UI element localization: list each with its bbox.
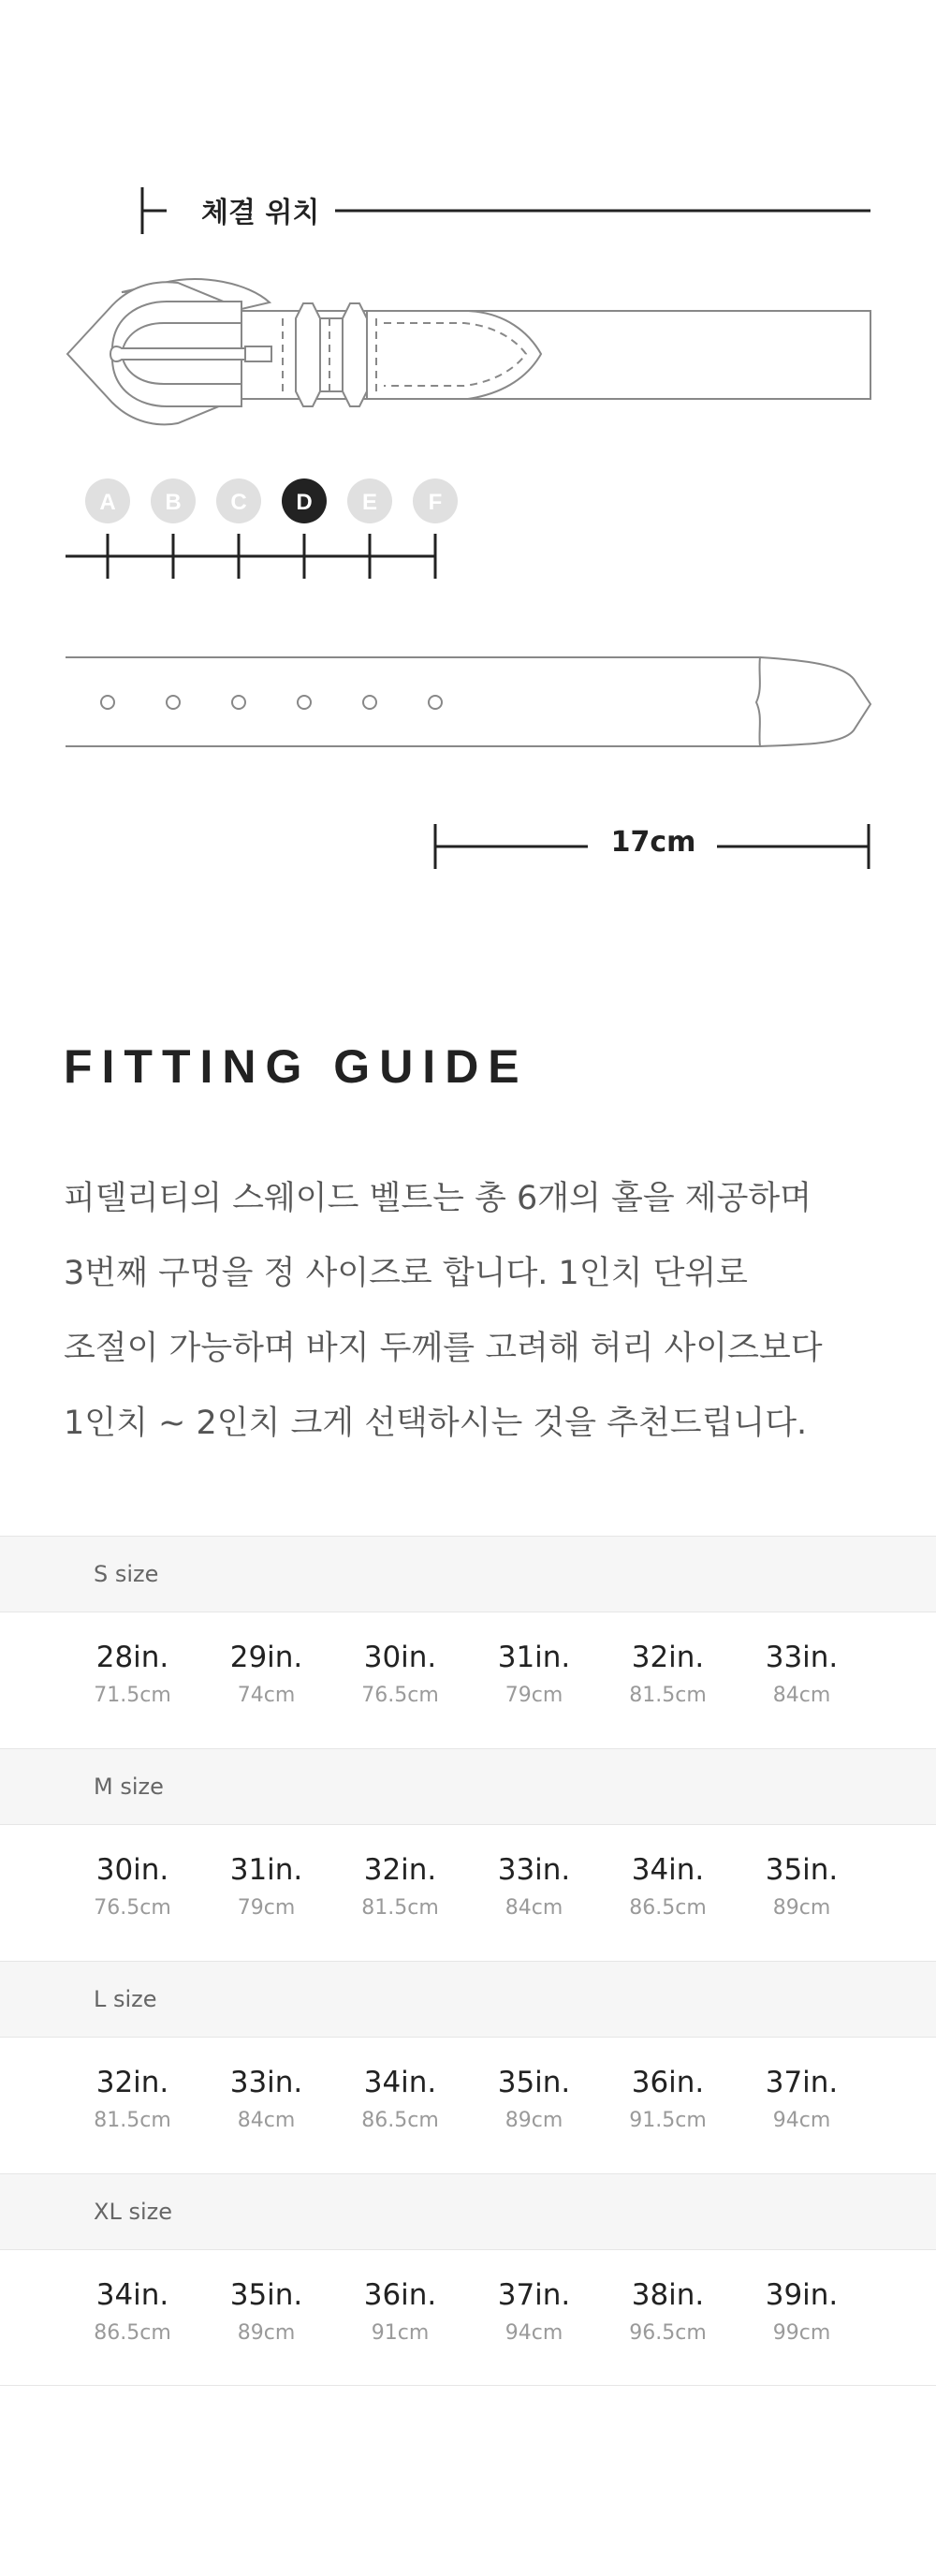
size-cell xyxy=(199,1825,333,1961)
size-table xyxy=(0,1536,936,2386)
size-inch: 32in. xyxy=(631,1641,705,1674)
size-cm: 81.5cm xyxy=(361,1896,439,1920)
size-inch: 32in. xyxy=(363,1853,437,1887)
belt-hole xyxy=(101,696,114,709)
guide-title: FITTING GUIDE xyxy=(64,1040,529,1093)
hole-ruler xyxy=(66,478,458,579)
size-cell xyxy=(601,1825,735,1961)
size-group-label: S size xyxy=(0,1536,936,1612)
size-inch: 32in. xyxy=(95,2066,169,2099)
hole-label: B xyxy=(165,490,182,515)
size-inch: 34in. xyxy=(363,2066,437,2099)
size-cell xyxy=(333,2038,467,2173)
size-inch: 30in. xyxy=(363,1641,437,1674)
size-group-label: M size xyxy=(0,1748,936,1825)
belt-diagram xyxy=(0,0,936,936)
size-cell xyxy=(333,1612,467,1748)
size-cm: 89cm xyxy=(237,2321,296,2345)
size-cm: 99cm xyxy=(772,2321,831,2345)
size-inch: 35in. xyxy=(497,2066,571,2099)
size-cm: 86.5cm xyxy=(629,1896,707,1920)
size-inch: 38in. xyxy=(631,2278,705,2312)
hole-label: C xyxy=(230,490,247,515)
size-group-label: XL size xyxy=(0,2173,936,2250)
size-cell xyxy=(735,2038,869,2173)
size-cm: 86.5cm xyxy=(361,2109,439,2132)
size-cm: 84cm xyxy=(237,2109,296,2132)
hole-label: E xyxy=(361,490,378,515)
size-cm: 79cm xyxy=(237,1896,296,1920)
size-row xyxy=(0,1825,936,1961)
size-inch: 35in. xyxy=(765,1853,839,1887)
belt-buckle-end xyxy=(67,279,870,424)
size-inch: 30in. xyxy=(95,1853,169,1887)
size-cm: 94cm xyxy=(505,2321,563,2345)
guide-line: 조절이 가능하며 바지 두께를 고려해 허리 사이즈보다 xyxy=(64,1330,823,1367)
size-inch: 31in. xyxy=(497,1641,571,1674)
size-cell xyxy=(601,1612,735,1748)
size-cm: 86.5cm xyxy=(94,2321,171,2345)
size-cell xyxy=(735,2250,869,2385)
size-cell xyxy=(199,2250,333,2385)
belt-holes xyxy=(101,696,442,709)
size-cm: 76.5cm xyxy=(94,1896,171,1920)
size-inch: 37in. xyxy=(765,2066,839,2099)
size-cm: 89cm xyxy=(772,1896,831,1920)
guide-line: 1인치 ~ 2인치 크게 선택하시는 것을 추천드립니다. xyxy=(64,1405,808,1442)
size-cell xyxy=(467,2250,601,2385)
size-inch: 28in. xyxy=(95,1641,169,1674)
belt-hole xyxy=(298,696,311,709)
size-cm: 79cm xyxy=(505,1684,563,1707)
hole-label: D xyxy=(296,490,313,515)
size-inch: 35in. xyxy=(229,2278,303,2312)
size-inch: 33in. xyxy=(229,2066,303,2099)
size-row xyxy=(0,1612,936,1748)
size-cell xyxy=(601,2038,735,2173)
size-cell xyxy=(601,2250,735,2385)
size-cm: 74cm xyxy=(237,1684,296,1707)
size-inch: 34in. xyxy=(95,2278,169,2312)
belt-hole xyxy=(167,696,180,709)
size-inch: 36in. xyxy=(631,2066,705,2099)
belt-strap xyxy=(66,657,870,746)
size-group-label: L size xyxy=(0,1961,936,2038)
guide-description xyxy=(64,1161,906,1461)
size-row xyxy=(0,2250,936,2386)
size-cm: 91.5cm xyxy=(629,2109,707,2132)
size-cm: 89cm xyxy=(505,2109,563,2132)
size-cm: 81.5cm xyxy=(94,2109,171,2132)
size-inch: 33in. xyxy=(765,1641,839,1674)
size-cell xyxy=(333,1825,467,1961)
size-row xyxy=(0,2038,936,2173)
size-inch: 31in. xyxy=(229,1853,303,1887)
belt-hole xyxy=(232,696,245,709)
size-inch: 36in. xyxy=(363,2278,437,2312)
size-cell xyxy=(467,1612,601,1748)
size-inch: 34in. xyxy=(631,1853,705,1887)
size-cell xyxy=(199,1612,333,1748)
size-cell xyxy=(735,1825,869,1961)
length-label: 17cm xyxy=(610,826,696,859)
size-cm: 84cm xyxy=(505,1896,563,1920)
size-cm: 91cm xyxy=(371,2321,430,2345)
size-inch: 29in. xyxy=(229,1641,303,1674)
size-cm: 94cm xyxy=(772,2109,831,2132)
size-cell xyxy=(467,1825,601,1961)
size-cm: 81.5cm xyxy=(629,1684,707,1707)
size-inch: 39in. xyxy=(765,2278,839,2312)
belt-hole xyxy=(363,696,376,709)
size-cell xyxy=(735,1612,869,1748)
size-cm: 71.5cm xyxy=(94,1684,171,1707)
guide-line: 피델리티의 스웨이드 벨트는 총 6개의 홀을 제공하며 xyxy=(64,1180,812,1217)
hole-label: F xyxy=(428,490,443,515)
belt-hole xyxy=(429,696,442,709)
size-cell xyxy=(66,2250,199,2385)
size-cm: 96.5cm xyxy=(629,2321,707,2345)
hole-label: A xyxy=(99,490,116,515)
size-cell xyxy=(66,1612,199,1748)
size-cell xyxy=(66,2038,199,2173)
fasten-position-label: 체결 위치 xyxy=(201,197,320,229)
size-cell xyxy=(467,2038,601,2173)
size-cell xyxy=(333,2250,467,2385)
size-cell xyxy=(199,2038,333,2173)
size-inch: 37in. xyxy=(497,2278,571,2312)
guide-line: 3번째 구멍을 정 사이즈로 합니다. 1인치 단위로 xyxy=(64,1255,748,1292)
size-cm: 76.5cm xyxy=(361,1684,439,1707)
size-cm: 84cm xyxy=(772,1684,831,1707)
size-cell xyxy=(66,1825,199,1961)
size-inch: 33in. xyxy=(497,1853,571,1887)
